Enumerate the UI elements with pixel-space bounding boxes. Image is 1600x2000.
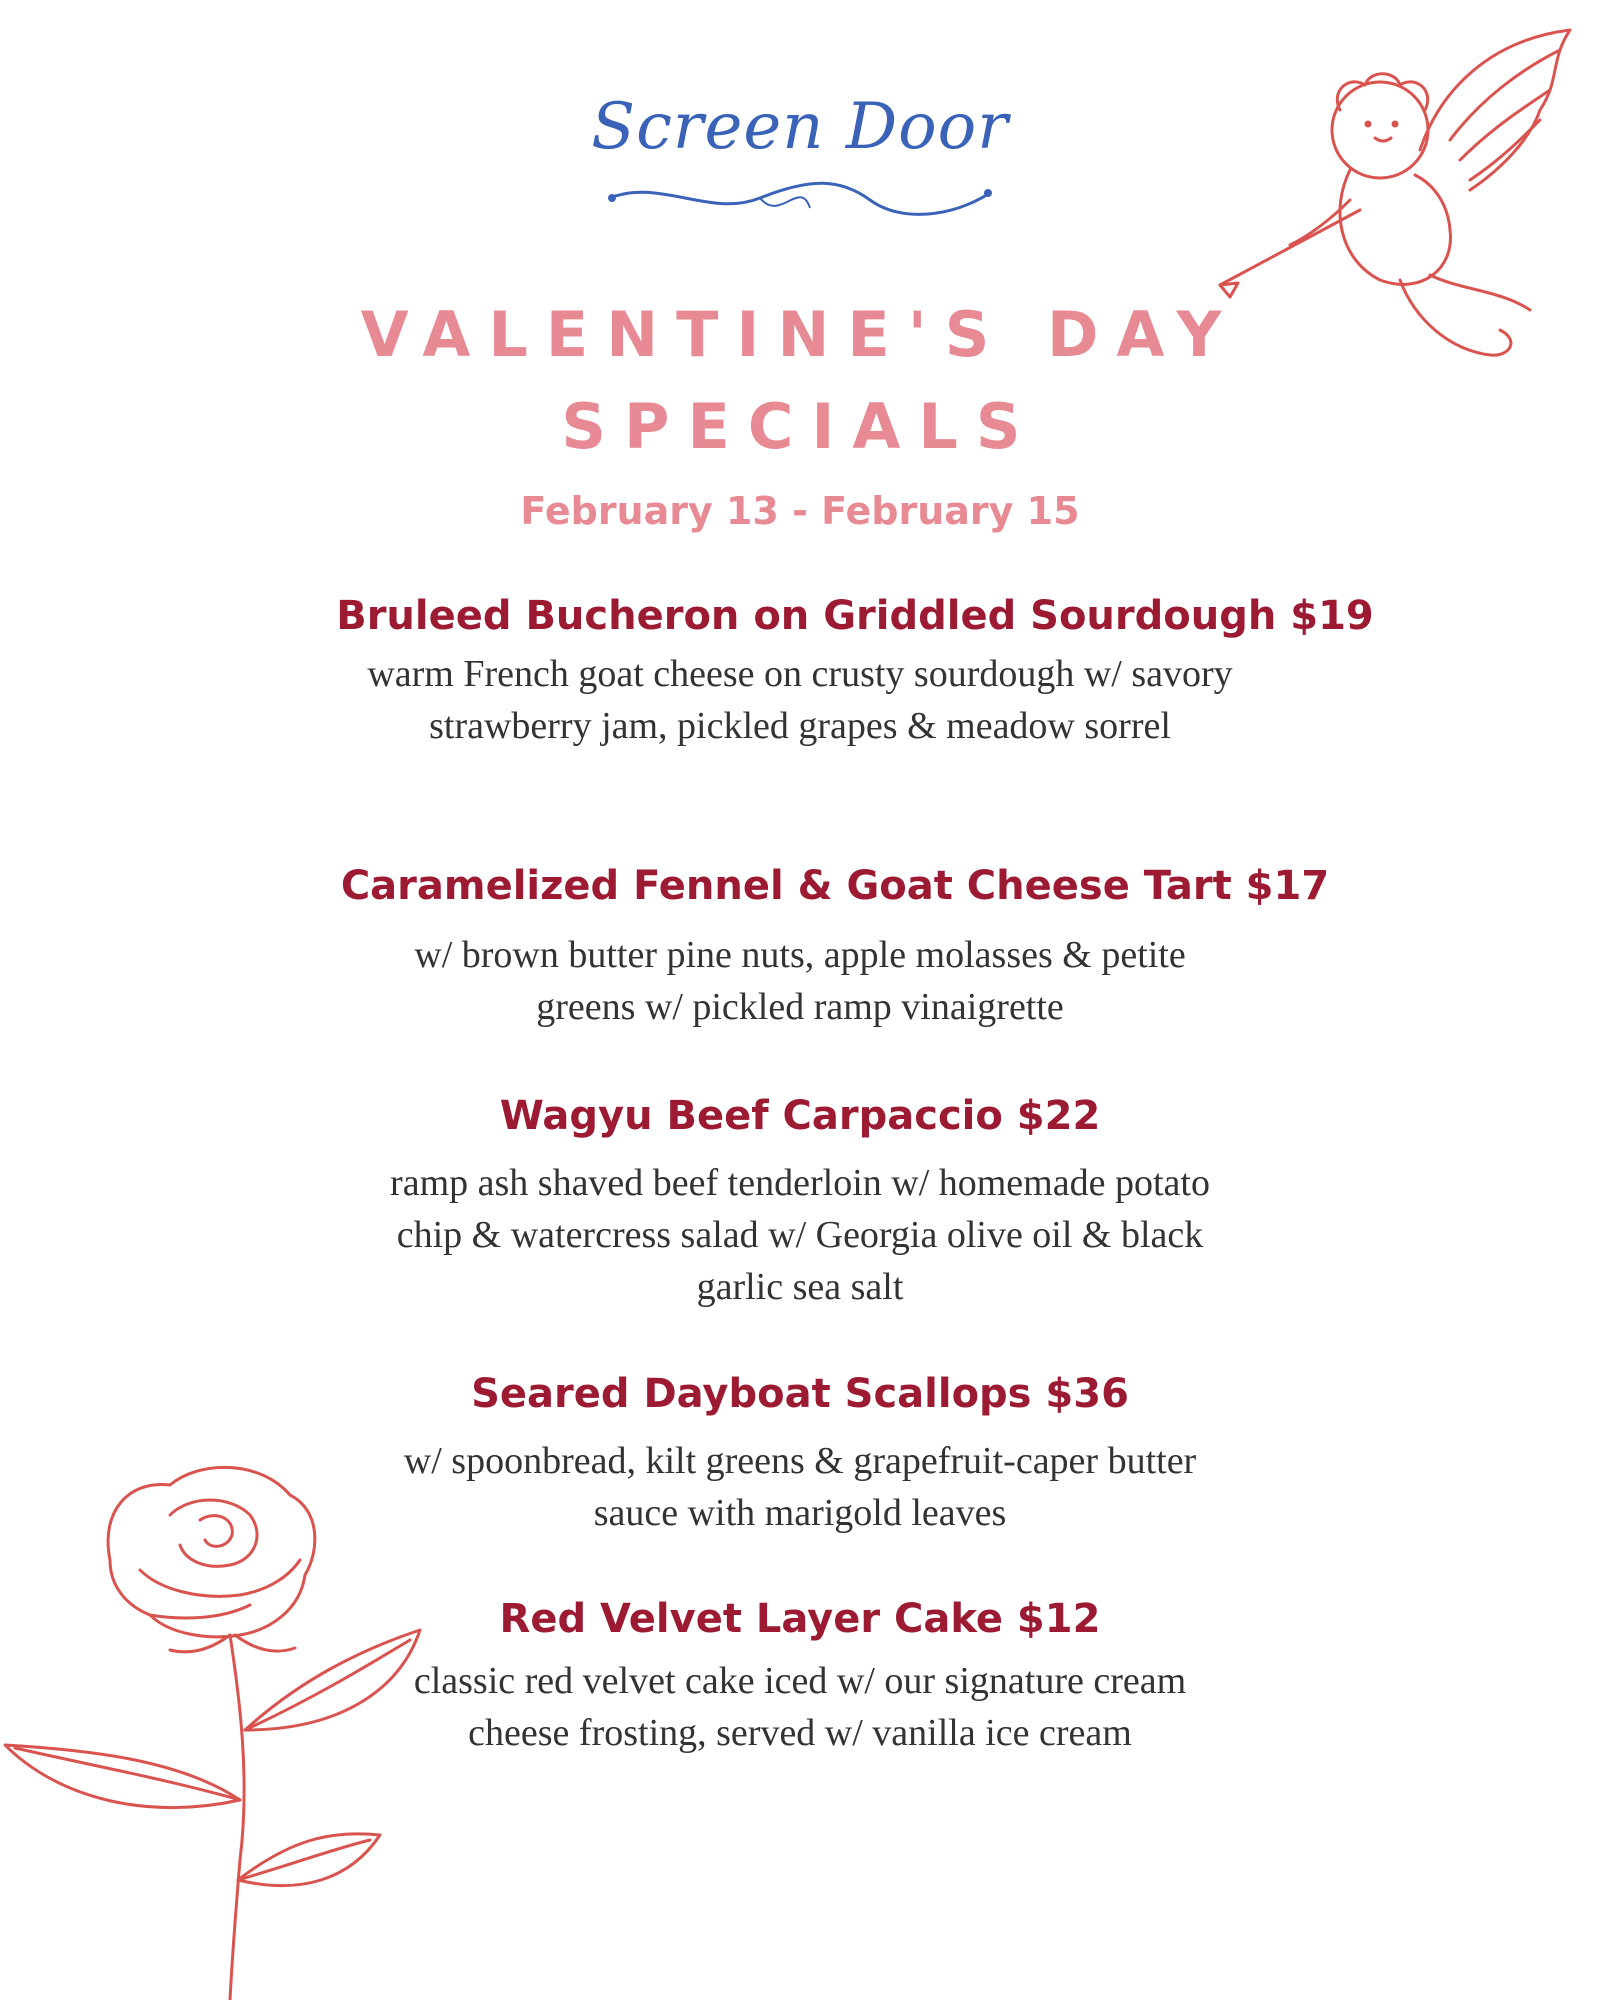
menu-item-description: w/ brown butter pine nuts, apple molasses & petite greens w/ pickled ramp vinaigrette <box>414 934 1186 1028</box>
menu-item-description: w/ spoonbread, kilt greens & grapefruit-caper butter sauce with marigold leaves <box>403 1440 1197 1534</box>
menu-item-title: Caramelized Fennel & Goat Cheese Tart $17 <box>340 863 1330 909</box>
logo-text: Screen Door <box>591 90 1009 164</box>
page-title-line1: VALENTINE'S DAY <box>360 298 1240 371</box>
date-range: February 13 - February 15 <box>520 489 1080 533</box>
menu-item-description: ramp ash shaved beef tenderloin w/ homemade potato chip & watercress salad w/ Georgia olive oil & black garlic sea salt <box>390 1162 1210 1308</box>
menu-item-title: Bruleed Bucheron on Griddled Sourdough $19 <box>336 593 1374 639</box>
menu-item-title: Wagyu Beef Carpaccio $22 <box>499 1093 1101 1139</box>
menu-item-title: Seared Dayboat Scallops $36 <box>471 1371 1129 1417</box>
page-title-line2: SPECIALS <box>561 390 1039 463</box>
brand-logo <box>590 90 1010 230</box>
menu-item-description: classic red velvet cake iced w/ our signature cream cheese frosting, served w/ vanilla ice cream <box>413 1660 1187 1754</box>
menu-item-title: Red Velvet Layer Cake $12 <box>499 1596 1101 1642</box>
logo-swash-icon <box>600 168 1000 228</box>
rose-icon <box>0 1400 440 2000</box>
menu-item-description: warm French goat cheese on crusty sourdough w/ savory strawberry jam, pickled grapes & meadow sorrel <box>367 653 1233 747</box>
